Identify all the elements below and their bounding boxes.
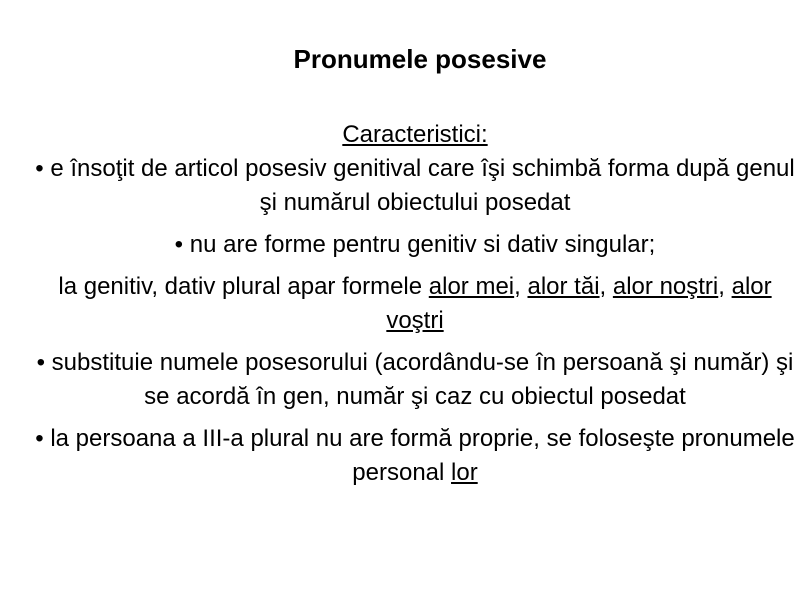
separator: , — [718, 273, 732, 300]
section-heading: Caracteristici: — [342, 121, 488, 148]
bullet-substituie: • substituie numele posesorului (acordându-se în persoană şi număr) şi se acordă în gen, număr şi caz cu obiectul posedat — [36, 349, 794, 410]
line-forme-plural-prefix: la genitiv, dativ plural apar formele — [58, 273, 429, 300]
form-alor-vostri: alor voştri — [386, 273, 772, 334]
form-alor-nostri: alor noştri — [612, 273, 719, 300]
slide-title: Pronumele posesive — [293, 44, 547, 74]
line-forme-plural — [30, 270, 800, 338]
separator: , — [514, 273, 528, 300]
slide-content — [30, 118, 800, 498]
form-alor-mei: alor mei — [428, 273, 515, 300]
separator: , — [599, 273, 613, 300]
bullet-persoana-a-iii-a — [30, 422, 800, 490]
form-alor-tai: alor tăi — [527, 273, 600, 300]
bullet-persoana-a-iii-a-text: • la persoana a III-a plural nu are formă proprie, se foloseşte pronumele personal — [35, 425, 795, 486]
bullet-articol-posesiv: • e însoţit de articol posesiv genitival care îşi schimbă forma după genul şi numărul obiectului posedat — [35, 155, 795, 216]
pronoun-lor: lor — [451, 459, 478, 486]
bullet-forme-singular: • nu are forme pentru genitiv si dativ singular; — [174, 231, 656, 258]
